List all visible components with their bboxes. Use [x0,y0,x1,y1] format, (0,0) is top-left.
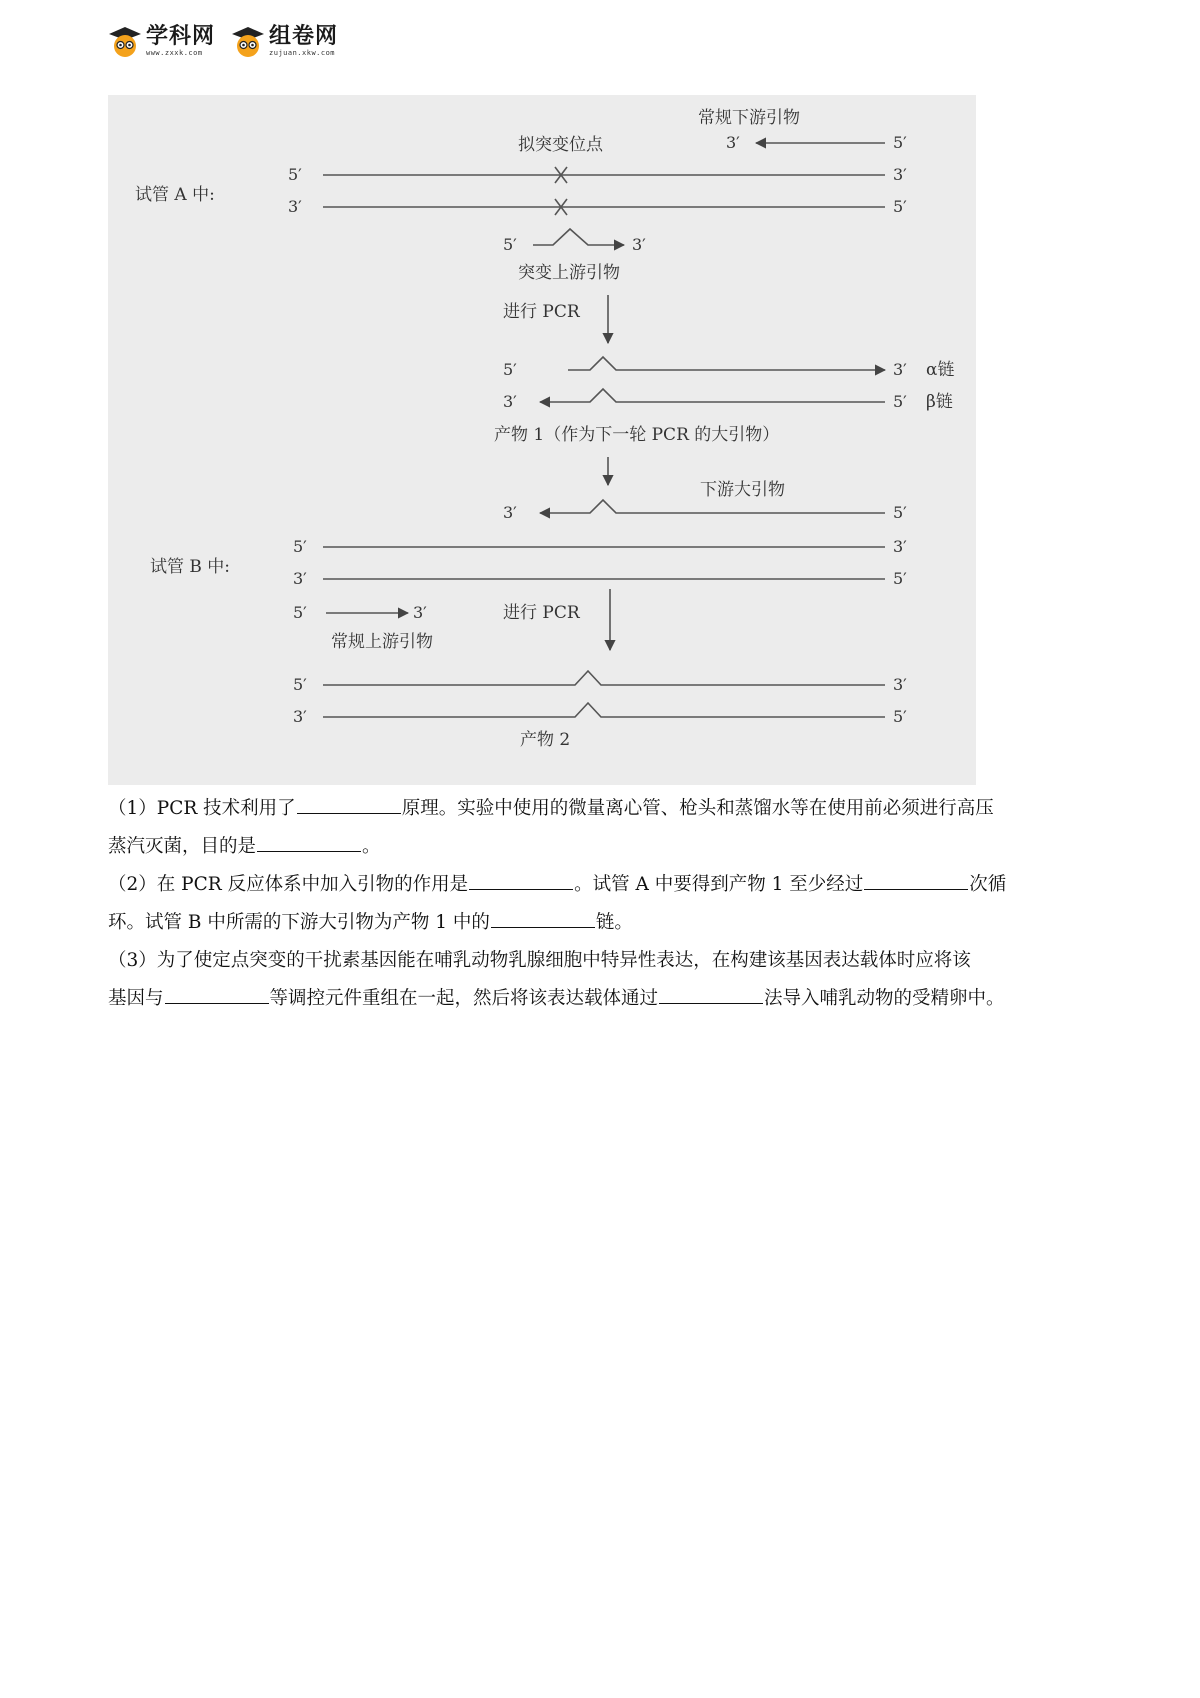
end-3prime: 3′ [632,235,646,254]
logo-name: 组卷网 [269,23,339,49]
question-3-line-2: 基因与 等调控元件重组在一起，然后将该表达载体通过 法导入哺乳动物的受精卵中。 [108,980,1108,1018]
pcr-step-label: 进行 PCR [503,302,580,322]
alpha-chain-line [568,357,885,370]
end-5prime: 5′ [293,537,307,556]
end-5prime: 5′ [293,675,307,694]
end-3prime: 3′ [288,197,302,216]
answer-blank[interactable] [297,793,401,814]
question-3-line-1: （3）为了使定点突变的干扰素基因能在哺乳动物乳腺细胞中特异性表达，在构建该基因表达载体时应将该 [108,950,971,971]
end-5prime: 5′ [503,235,517,254]
end-5prime: 5′ [893,392,907,411]
answer-blank[interactable] [864,869,968,890]
mutant-primer-label: 突变上游引物 [518,263,620,283]
upstream-primer-label: 常规上游引物 [331,632,433,652]
answer-blank[interactable] [469,869,573,890]
answer-blank[interactable] [491,907,595,928]
logo-name: 学科网 [146,23,216,49]
answer-blank[interactable] [659,983,763,1004]
questions [108,790,1108,1018]
end-5prime: 5′ [293,603,307,622]
end-3prime: 3′ [293,707,307,726]
product2-top-line [323,671,885,685]
pcr-step-label: 进行 PCR [503,603,580,623]
beta-chain-label: β链 [926,392,953,412]
end-5prime: 5′ [893,197,907,216]
pcr-diagram [108,95,976,785]
end-5prime: 5′ [893,707,907,726]
end-5prime: 5′ [893,133,907,152]
end-3prime: 3′ [893,675,907,694]
beta-chain-line [540,389,885,402]
end-3prime: 3′ [293,569,307,588]
end-3prime: 3′ [413,603,427,622]
header [108,18,338,64]
end-3prime: 3′ [503,503,517,522]
answer-blank[interactable] [257,831,361,852]
answer-blank[interactable] [165,983,269,1004]
mutant-primer-arrow [533,229,624,245]
product2-label: 产物 2 [520,730,571,750]
end-5prime: 5′ [893,569,907,588]
end-3prime: 3′ [893,360,907,379]
end-3prime: 3′ [893,537,907,556]
end-5prime: 5′ [893,503,907,522]
logo-zujuan [231,24,338,58]
product1-label: 产物 1（作为下一轮 PCR 的大引物） [494,425,780,445]
logo-url: zujuan.xkw.com [269,48,336,57]
downstream-primer-label: 常规下游引物 [698,108,800,128]
question-1-line-1: （1）PCR 技术利用了 原理。实验中使用的微量离心管、枪头和蒸馏水等在使用前必须进行高压 [108,790,1108,828]
product2-bottom-line [323,703,885,717]
question-1-line-2: 蒸汽灭菌，目的是 。 [108,828,1108,866]
big-primer-line [540,500,885,513]
big-primer-label: 下游大引物 [700,480,785,500]
pcr-diagram-svg [108,95,976,785]
logo-url: www.zxxk.com [146,48,203,57]
tube-a-label: 试管 A 中: [135,185,215,205]
end-3prime: 3′ [893,165,907,184]
end-5prime: 5′ [288,165,302,184]
end-3prime: 3′ [503,392,517,411]
mutation-site-label: 拟突变位点 [518,135,603,155]
question-2-line-1: （2）在 PCR 反应体系中加入引物的作用是 。试管 A 中要得到产物 1 至少经过 次循 [108,866,1108,904]
alpha-chain-label: α链 [926,360,955,380]
logo-zxxk [108,24,215,58]
end-3prime: 3′ [726,133,740,152]
question-2-line-2: 环。试管 B 中所需的下游大引物为产物 1 中的 链。 [108,904,1108,942]
owl-icon [231,24,265,58]
end-5prime: 5′ [503,360,517,379]
tube-b-label: 试管 B 中: [150,557,231,577]
owl-icon [108,24,142,58]
